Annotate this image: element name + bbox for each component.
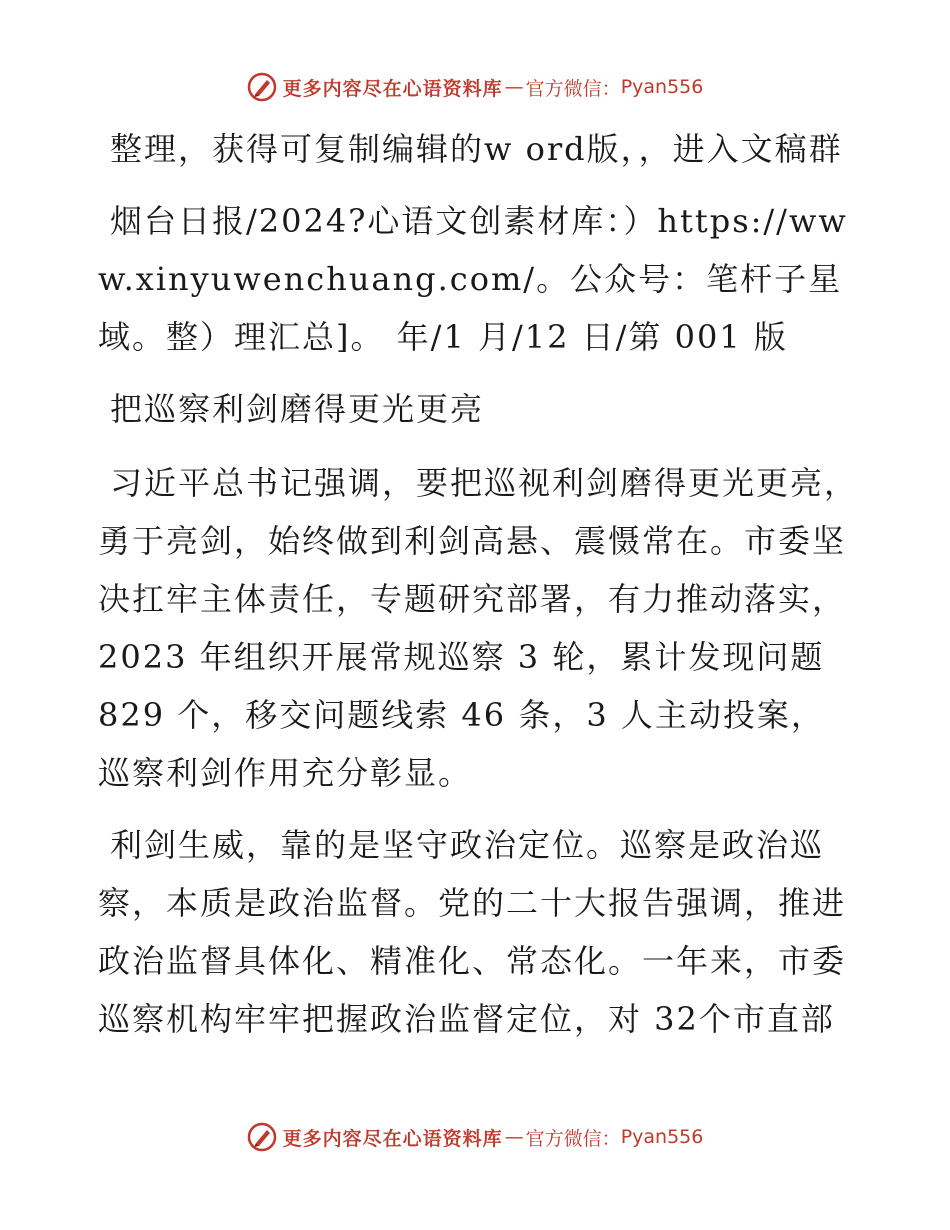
article-title: 把巡察利剑磨得更光更亮 xyxy=(110,390,485,428)
banner-wechat-id: Pyan556 xyxy=(620,76,704,98)
header-watermark-banner xyxy=(0,72,950,102)
pen-logo-icon xyxy=(247,72,277,102)
banner-wechat-id: Pyan556 xyxy=(620,1126,704,1148)
banner-brand-text: 更多内容尽在心语资料库 xyxy=(282,77,503,100)
banner-wechat-label: 官方微信： xyxy=(525,77,621,100)
footer-watermark-banner xyxy=(0,1122,950,1152)
paragraph-intro: 整理，获得可复制编辑的w ord版，，进入文稿群 xyxy=(110,130,843,168)
banner-separator: — xyxy=(504,76,524,98)
document-body xyxy=(98,120,858,1062)
banner-separator: — xyxy=(504,1126,524,1148)
banner-brand-text: 更多内容尽在心语资料库 xyxy=(282,1127,503,1150)
pen-logo-icon xyxy=(247,1122,277,1152)
banner-wechat-label: 官方微信： xyxy=(525,1127,621,1150)
paragraph-body-2: 利剑生威，靠的是坚守政治定位。巡察是政治巡察，本质是政治监督。党的二十大报告强调，推进政治监督具体化、精准化、常态化。一年来，市委巡察机构牢牢把握政治监督定位，对 32个市直部 xyxy=(98,826,847,1038)
paragraph-body-1: 习近平总书记强调，要把巡视利剑磨得更光更亮，勇于亮剑，始终做到利剑高悬、震慑常在。市委坚决扛牢主体责任，专题研究部署，有力推动落实，2023 年组织开展常规巡察 3 轮，累计发现问题 829 个，移交问题线索 46 条，3 人主动投案，巡察利剑作用充分彰显。 xyxy=(98,464,859,792)
paragraph-source: 烟台日报/2024?心语文创素材库：）https://www.xinyuwenchuang.com/。公众号：笔杆子星域。整）理汇总]。 年/1 月/12 日/第 001 版 xyxy=(98,202,848,356)
